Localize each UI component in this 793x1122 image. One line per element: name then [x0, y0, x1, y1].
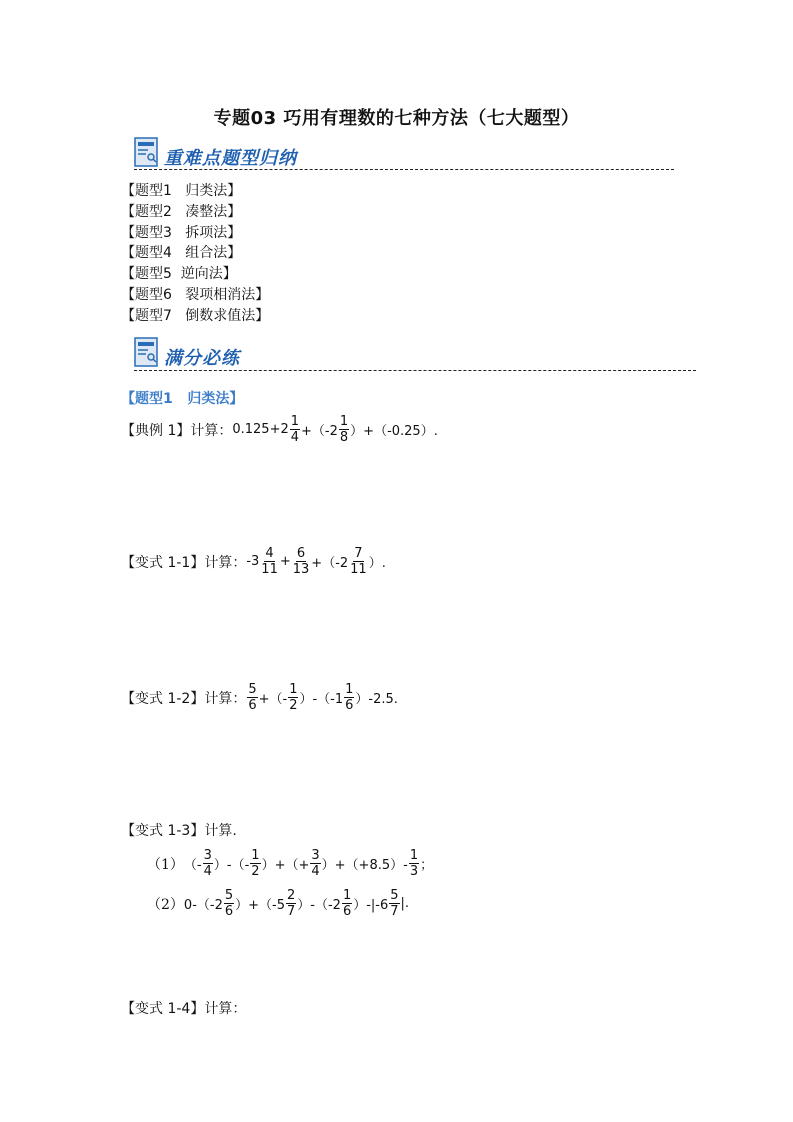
document-icon — [134, 137, 158, 167]
variant-question — [121, 820, 237, 840]
section-title: 满分必练 — [164, 348, 240, 369]
expression: $\frac{5}{6}$ +（- $\frac{1}{2}$ ）-（-1 $\frac{1}{6}$ ）-2.5. — [248, 682, 398, 713]
question-label: 【变式 1-3】计算. — [121, 823, 237, 839]
sub-question-number: （2） — [147, 896, 184, 913]
example-question — [121, 414, 438, 445]
fraction: $\frac{5}{7}$ — [390, 888, 399, 919]
variant-question — [121, 682, 398, 713]
question-label: 【变式 1-1】计算： — [121, 554, 247, 571]
fraction: $\frac{1}{2}$ — [289, 682, 298, 713]
sub-question — [147, 848, 433, 879]
topic-subheading: 【题型1 归类法】 — [121, 391, 244, 407]
question-label: 【变式 1-4】计算： — [121, 1001, 247, 1017]
topic-item: 【题型6 裂项相消法】 — [121, 286, 270, 303]
variant-question — [121, 998, 246, 1018]
fraction: $\frac{5}{6}$ — [248, 682, 257, 713]
expression: 0.125+2 $\frac{1}{4}$ +（-2 $\frac{1}{8}$ ）+（-0.25）. — [232, 414, 438, 445]
section-title: 重难点题型归纳 — [164, 148, 297, 169]
variant-question — [121, 546, 386, 577]
topic-item: 【题型5 逆向法】 — [121, 266, 237, 283]
fraction: $\frac{1}{6}$ — [342, 888, 352, 919]
fraction: $\frac{1}{4}$ — [290, 414, 300, 445]
fraction: $\frac{6}{13}$ — [292, 546, 310, 577]
fraction: $\frac{1}{2}$ — [251, 848, 260, 879]
topic-item: 【题型1 归类法】 — [121, 183, 242, 199]
fraction: $\frac{3}{4}$ — [311, 848, 320, 879]
fraction: $\frac{4}{11}$ — [261, 546, 278, 577]
topic-item: 【题型4 组合法】 — [121, 245, 242, 262]
fraction: $\frac{7}{11}$ — [350, 546, 367, 577]
fraction: $\frac{1}{8}$ — [339, 414, 349, 445]
fraction: $\frac{2}{7}$ — [287, 888, 296, 919]
expression: （- $\frac{3}{4}$ ）-（- $\frac{1}{2}$ ）+（+ $\frac{3}{4}$ ）+（+8.5）- $\frac{1}{3}$ ； — [183, 848, 434, 879]
topic-item: 【题型3 拆项法】 — [121, 224, 242, 241]
divider — [134, 370, 696, 371]
expression: 0-（-2 $\frac{5}{6}$ ）+（-5 $\frac{2}{7}$ ）-（-2 $\frac{1}{6}$ ）-|-6 $\frac{5}{7}$ |. — [183, 888, 410, 919]
document-icon — [134, 337, 158, 367]
page-title: 专题03 巧用有理数的七种方法（七大题型） — [213, 108, 580, 129]
topic-item: 【题型2 凑整法】 — [121, 203, 242, 220]
fraction: $\frac{1}{3}$ — [409, 848, 419, 879]
sub-question-number: （1） — [147, 856, 184, 873]
sub-question — [147, 888, 409, 919]
divider — [134, 169, 674, 170]
question-label: 【变式 1-2】计算： — [121, 690, 247, 707]
fraction: $\frac{1}{6}$ — [345, 682, 354, 713]
topic-list — [121, 181, 269, 327]
fraction: $\frac{5}{6}$ — [224, 888, 234, 919]
fraction: $\frac{3}{4}$ — [203, 848, 212, 879]
question-label: 【典例 1】计算： — [121, 422, 233, 439]
expression: -3 $\frac{4}{11}$ + $\frac{6}{13}$ +（-2 $\frac{7}{11}$ ）. — [246, 546, 386, 577]
topic-item: 【题型7 倒数求值法】 — [121, 307, 270, 324]
